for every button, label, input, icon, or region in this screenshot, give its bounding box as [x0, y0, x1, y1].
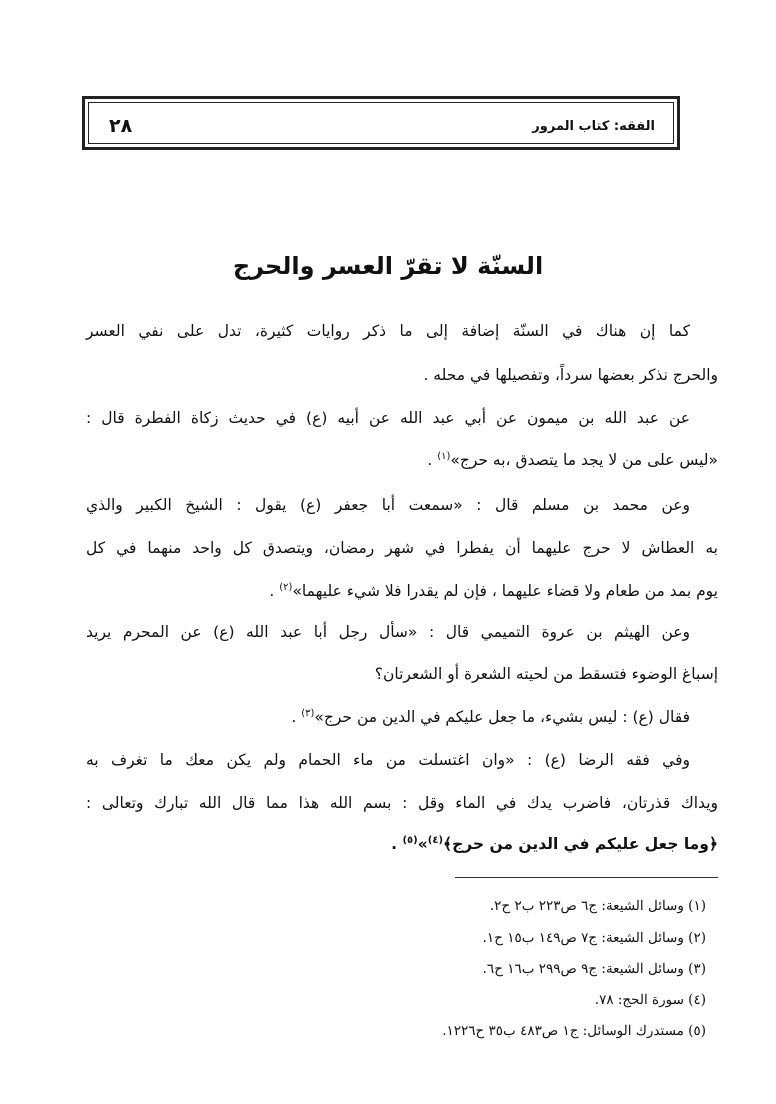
period: . — [427, 451, 433, 470]
quran-verse-line: ﴿وما جعل عليكم في الدين من حرج﴾$^{(٤)}$»$^{(٥)}$ . — [391, 835, 718, 854]
footnote-ref: (١) — [437, 451, 451, 462]
footnote-ref: (٥) — [402, 835, 418, 846]
footnote-ref: (٤) — [427, 835, 444, 846]
section-title: السنّة لا تقرّ العسر والحرج — [232, 252, 544, 280]
text-line — [86, 708, 718, 726]
line-text: فقال (ع) : ليس بشيء، ما جعل عليكم في الدين من حرج» — [314, 708, 690, 727]
text-line: عن عبد الله بن ميمون عن أبي عبد الله عن أبيه (ع) في حديث زكاة الفطرة قال : — [86, 409, 690, 427]
running-title: الفقه: كتاب المرور — [532, 119, 655, 134]
text-line: وعن الهيثم بن عروة التميمي قال : «سأل رجل أبا عبد الله (ع) عن المحرم يريد — [86, 623, 690, 641]
text-line: ويداك قذرتان، فاضرب يدك في الماء وقل : بسم الله هذا مما قال الله تبارك وتعالى : — [86, 794, 718, 812]
footnote: (٢) وسائل الشيعة: ج٧ ص١٤٩ ب١٥ ح١. — [482, 930, 706, 946]
period: . — [269, 582, 275, 601]
page-number: ٢٨ — [109, 115, 133, 137]
page-header — [82, 96, 680, 150]
text-line: إسباغ الوضوء فتسقط من لحيته الشعرة أو الشعرتان؟ — [374, 665, 718, 683]
footnote-ref: (٢) — [279, 582, 293, 593]
text-line: وفي فقه الرضا (ع) : «وان اغتسلت من ماء الحمام ولم يكن معك ما تغرف به — [86, 751, 690, 769]
footnote-divider — [455, 877, 718, 878]
text-line: كما إن هناك في السنّة إضافة إلى ما ذكر روايات كثيرة، تدل على نفي العسر — [86, 322, 690, 340]
text-line: وعن محمد بن مسلم قال : «سمعت أبا جعفر (ع) يقول : الشيخ الكبير والذي — [86, 496, 690, 514]
text-line: والحرج نذكر بعضها سرداً، وتفصيلها في محله . — [423, 366, 718, 384]
footnote: (٣) وسائل الشيعة: ج٩ ص٢٩٩ ب١٦ ح٦. — [482, 961, 706, 977]
line-text: «ليس على من لا يجد ما يتصدق ،به حرج» — [450, 451, 718, 470]
text-line: به العطاش لا حرج عليهما أن يفطرا في شهر رمضان، ويتصدق كل واحد منهما في كل — [86, 539, 718, 557]
period: . — [291, 708, 297, 727]
footnote: (٥) مستدرك الوسائل: ج١ ص٤٨٣ ب٣٥ ح١٢٢٦. — [442, 1023, 706, 1039]
footnote: (١) وسائل الشيعة: ج٦ ص٢٢٣ ب٢ ح٢. — [489, 898, 706, 914]
footnote: (٤) سورة الحج: ٧٨. — [594, 992, 706, 1008]
period: . — [391, 835, 398, 854]
header-frame — [88, 102, 674, 144]
line-text: يوم بمد من طعام ولا قضاء عليهما ، فإن لم يقدرا فلا شيء عليهما» — [292, 582, 718, 601]
footnote-ref: (٣) — [301, 708, 315, 719]
text-line — [86, 451, 718, 469]
text-line — [86, 582, 718, 600]
line-text: ﴿وما جعل عليكم في الدين من حرج﴾ — [443, 835, 718, 854]
